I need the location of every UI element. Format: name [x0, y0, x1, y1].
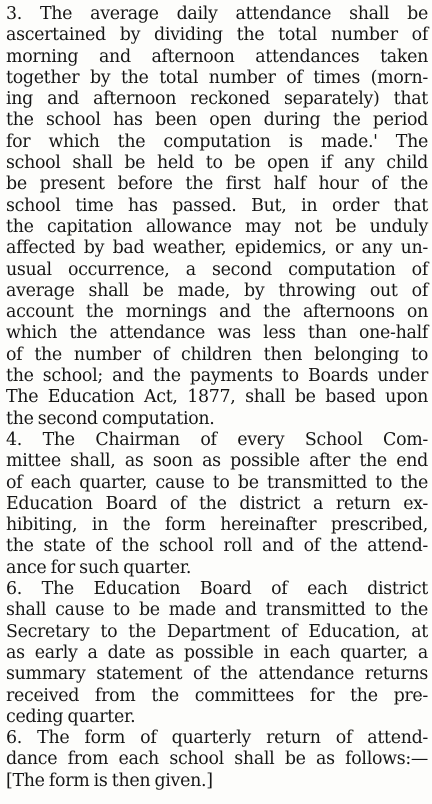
text-line: Secretary to the Department of Education, at — [6, 621, 428, 642]
text-line: ascertained by dividing the total number of — [6, 25, 428, 46]
paragraph-4-chairman-return — [6, 430, 428, 579]
text-line: 3. The average daily attendance shall be — [6, 4, 428, 24]
text-line: for which the computation is made.' The — [6, 131, 428, 152]
text-line: which the attendance was less than one-half — [6, 323, 428, 344]
text-line: of each quarter, cause to be transmitted to the — [6, 472, 428, 493]
text-line: average shall be made, by throwing out of — [6, 280, 428, 301]
text-line: dance from each school shall be as follows:— — [6, 749, 428, 770]
text-line: received from the committees for the pre- — [6, 685, 428, 706]
text-line: 6. The form of quarterly return of attend- — [6, 728, 428, 749]
text-line: mittee shall, as soon as possible after the end — [6, 451, 428, 472]
text-line: Education Board of the district a return ex- — [6, 493, 428, 514]
text-line: be present before the first half hour of the — [6, 174, 428, 195]
text-line: hibiting, in the form hereinafter prescribed, — [6, 515, 428, 536]
text-line: together by the total number of times (morn- — [6, 67, 428, 88]
text-line: ceding quarter. — [6, 706, 136, 727]
text-line: as early a date as possible in each quarter, a — [6, 642, 428, 663]
paragraph-6-board-summary — [6, 579, 428, 728]
text-line: usual occurrence, a second computation of — [6, 259, 428, 280]
text-line: [The form is then given.] — [6, 770, 213, 791]
text-line: affected by bad weather, epidemics, or any un- — [6, 238, 428, 259]
text-line: 6. The Education Board of each district — [6, 579, 428, 600]
text-line: summary statement of the attendance returns — [6, 664, 428, 685]
text-line: morning and afternoon attendances taken — [6, 46, 428, 67]
text-line: shall cause to be made and transmitted to the — [6, 600, 428, 621]
text-line: school time has passed. But, in order that — [6, 195, 428, 216]
text-line: ing and afternoon reckoned separately) that — [6, 89, 428, 110]
paragraph-3-average-attendance — [6, 4, 428, 430]
paragraph-6-return-form — [6, 728, 428, 792]
text-line: the school; and the payments to Boards under — [6, 366, 428, 387]
text-line: the state of the school roll and of the attend- — [6, 536, 428, 557]
text-line: of the number of children then belonging to — [6, 344, 428, 365]
text-line: ance for such quarter. — [6, 557, 192, 578]
text-line: account the mornings and the afternoons on — [6, 302, 428, 323]
text-line: the school has been open during the period — [6, 110, 428, 131]
text-line: the second computation. — [6, 408, 215, 429]
text-line: 4. The Chairman of every School Com- — [6, 429, 428, 450]
text-line: the capitation allowance may not be unduly — [6, 216, 428, 237]
text-line: The Education Act, 1877, shall be based upon — [6, 387, 428, 408]
text-line: school shall be held to be open if any child — [6, 153, 428, 174]
